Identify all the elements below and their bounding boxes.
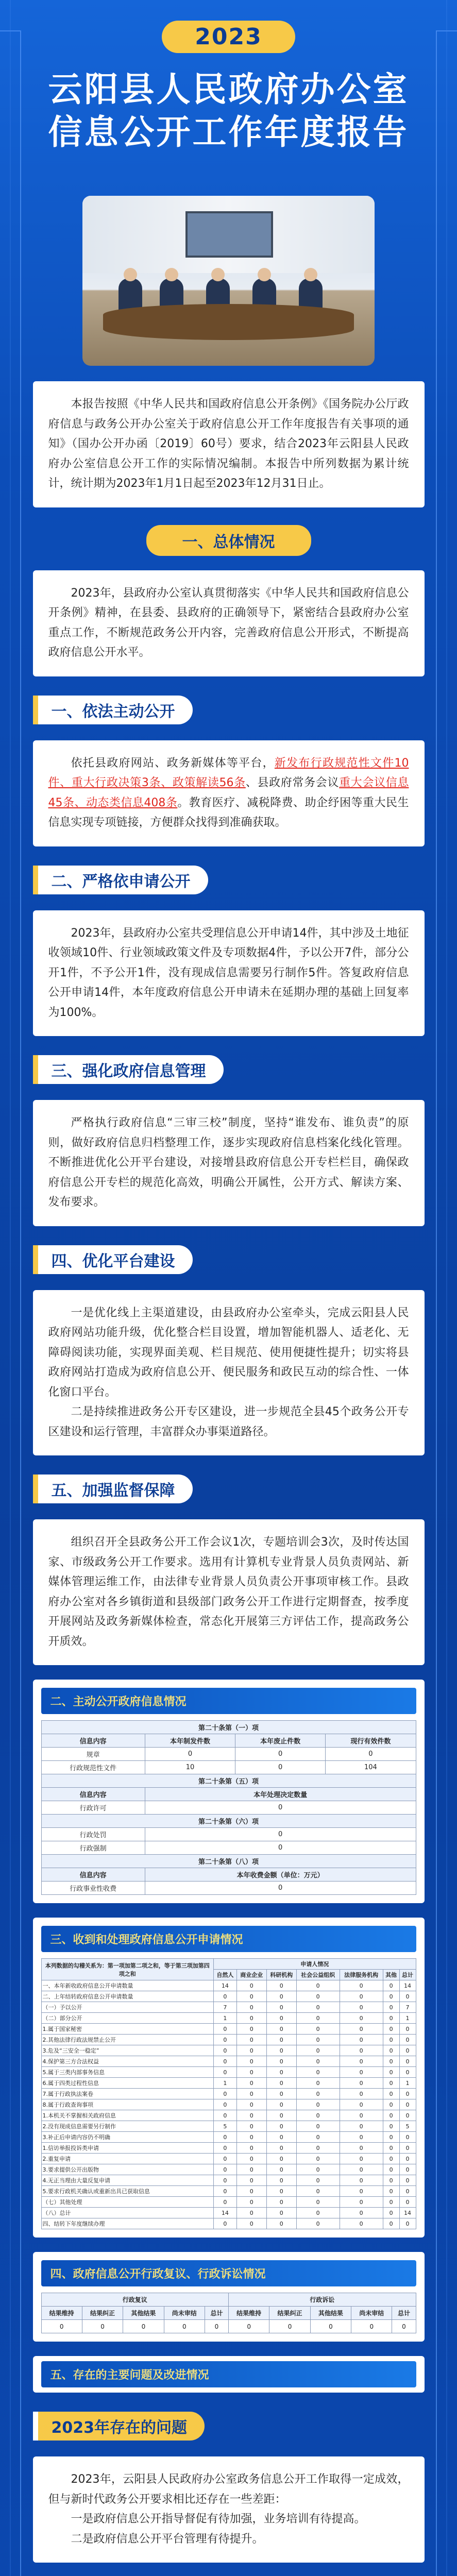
table-row: 2.重复申请 0 0 0 0 0 0 0 <box>41 2154 416 2164</box>
table-row: 1.本机关不掌握相关政府信息 0 0 0 0 0 0 0 <box>41 2110 416 2121</box>
table-row: 行政许可 0 <box>41 1801 416 1815</box>
problems-text-1: 2023年，云阳县人民政府办公室政务信息公开工作取得一定成效，但与新时代政务公开要求相比还存在一些差距： <box>48 2473 409 2506</box>
table-row: 6.属于四类过程性信息 1 0 0 0 0 0 1 <box>41 2078 416 2089</box>
table-row: 2.其他法律行政法规禁止公开 0 0 0 0 0 0 0 <box>41 2035 416 2045</box>
table-row: 二、上年结转政府信息公开申请数量 0 0 0 0 0 0 0 <box>41 1991 416 2002</box>
table-row: 3.补正后申请内容仍不明确 0 0 0 0 0 0 0 <box>41 2132 416 2143</box>
supervise-card <box>33 1519 425 1665</box>
table-row: 行政强制 0 <box>41 1841 416 1855</box>
year-badge: 2023 <box>162 21 295 53</box>
table-row: 一、本年新收政府信息公开申请数量 14 0 0 0 0 0 14 <box>41 1980 416 1991</box>
title-line-1: 云阳县人民政府办公室 <box>48 70 409 109</box>
platform-text-1: 一是优化线上主渠道建设，由县政府办公室牵头，完成云阳县人民政府网站功能升级，优化整合栏目设置，增加智能机器人、适老化、无障碍阅读功能，实现界面美观、栏目规范、使用便捷性提升；切实将县政府网站打造成为政府信息公开、便民服务和政民互动的综合性、一体化窗口平台。 <box>48 1306 409 1399</box>
application-table: 本列数据的勾稽关系为：第一项加第二项之和，等于第三项加第四项之和 申请人情况 自然人 商业企业 科研机构 社会公益组织 法律服务机构 其他 总计 一、本年新收政府信息公开申请数量 14 0 0 0 0 0 14 二、上年结转政府信息公开申请数量 0 0 0 0 0 0 0 （一）予以公开 7 0 0 0 0 0 7 （二）部分公开 1 0 0 0 0 0 1 1.属于国家秘密 0 0 0 0 0 0 0 2.其他法律行政法规禁止公开 0 0 0 0 0 0 0 3.危及“三安全一稳定” 0 0 0 0 0 0 0 4.保护第三方合法权益 0 0 0 0 0 0 0 5.属于三类内部事务信息 0 0 0 0 0 0 0 6.属于四类过程性信息 1 0 0 0 0 0 1 7.属于行政执法案卷 0 0 0 0 0 0 0 8.属于行政查询事项 0 0 0 0 0 0 0 1.本机关不掌握相关政府信息 0 0 0 0 0 0 0 2.没有现成信息需要另行制作 5 0 0 0 0 0 5 3.补正后申请内容仍不明确 0 0 0 0 0 0 0 1.信访举报投诉类申请 0 0 0 0 0 0 0 2.重复申请 0 0 0 0 0 0 0 3.要求提供公开出版物 0 0 0 0 0 0 0 4.无正当理由大量反复申请 0 0 0 0 0 0 0 5.要求行政机关确认或重新出具已获取信息 0 0 0 0 0 0 0 （七）其他处理 0 0 0 0 0 0 0 （八）总计 14 0 0 0 0 0 14 四、结转下年度继续办理 0 0 0 0 0 0 0 <box>41 1958 416 2229</box>
manage-card <box>33 1100 425 1226</box>
table-row: 8.属于行政查询事项 0 0 0 0 0 0 0 <box>41 2099 416 2110</box>
table-row: 行政规范性文件 10 0 104 <box>41 1761 416 1774</box>
overview-heading: 一、总体情况 <box>33 525 425 556</box>
table-row: 2.没有现成信息需要另行制作 5 0 0 0 0 0 5 <box>41 2121 416 2132</box>
supervise-heading: 五、加强监督保障 <box>33 1473 425 1505</box>
active-disclosure-table: 第二十条第（一）项 信息内容 本年制发件数 本年废止件数 现行有效件数 规章 0 0 0 行政规范性文件 10 0 104 第二十条第（五）项 信息内容 本年处理决定数量 行政许可 0 第二十条第（六）项 行政处罚 0 行政强制 0 第二十条第（八）项 信息内容 本年收费金额（单位：万元） 行政事业性收费 0 <box>41 1720 416 1895</box>
table-row: 行政处罚 0 <box>41 1828 416 1841</box>
manage-text: 严格执行政府信息“三审三校”制度，坚持“谁发布、谁负责”的原则，做好政府信息归档整理工作，逐步实现政府信息档案化线化管理。不断推进优化公开平台建设，对接增县政府信息公开专栏栏目，确保政府信息公开专栏的规范化高效，明确公开属性，公开方式、解读方案、发布要求。 <box>48 1116 409 1209</box>
review-litigation-panel <box>33 2252 425 2342</box>
table2-title: 三、收到和处理政府信息公开申请情况 <box>41 1926 416 1952</box>
intro-text: 本报告按照《中华人民共和国政府信息公开条例》《国务院办公厅政府信息与政务公开办公室关于政府信息公开工作年度报告有关事项的通知》（国办公开办函〔2019〕60号）要求，结合2023年云阳县人民政府办公室信息公开工作的实际情况编制。本报告中所列数据为累计统计，统计期为2023年1月1日起至2023年12月31日止。 <box>48 398 409 490</box>
table-row: 0 0 0 0 0 0 0 0 0 0 <box>41 2320 416 2333</box>
report-body <box>33 381 425 2576</box>
active-card <box>33 740 425 846</box>
problems-text-2: 一是政府信息公开指导督促有待加强，业务培训有待提高。 <box>71 2513 366 2526</box>
table3-title: 四、政府信息公开行政复议、行政诉讼情况 <box>41 2260 416 2286</box>
platform-text-2: 二是持续推进政务公开专区建设，进一步规范全县45个政务公开专区建设和运行管理，丰富群众办事渠道路径。 <box>48 1405 409 1438</box>
platform-card <box>33 1290 425 1456</box>
table-row: 4.无正当理由大量反复申请 0 0 0 0 0 0 0 <box>41 2175 416 2186</box>
problems-heading: 2023年存在的问题 <box>33 2410 425 2442</box>
table-row: 1.信访举报投诉类申请 0 0 0 0 0 0 0 <box>41 2143 416 2154</box>
table-row: 规章 0 0 0 <box>41 1748 416 1761</box>
problems-title: 五、存在的主要问题及改进情况 <box>41 2361 416 2387</box>
table-row: 5.要求行政机关确认或重新出具已获取信息 0 0 0 0 0 0 0 <box>41 2186 416 2197</box>
table-row: 四、结转下年度继续办理 0 0 0 0 0 0 0 <box>41 2218 416 2229</box>
table-row: 3.要求提供公开出版物 0 0 0 0 0 0 0 <box>41 2164 416 2175</box>
apply-heading: 二、严格依申请公开 <box>33 864 425 896</box>
meeting-photo <box>82 196 375 366</box>
apply-text: 2023年，县政府办公室共受理信息公开申请14件，其中涉及土地征收领域10件、行业领域政策文件及专项数据4件，予以公开7件，部分公开1件，不予公开1件，没有现成信息需要另行制作5件。答复政府信息公开申请14件，本年度政府信息公开申请未在延期办理的基础上回复率为100%。 <box>48 926 409 1019</box>
table-row: （一）予以公开 7 0 0 0 0 0 7 <box>41 2002 416 2013</box>
platform-heading: 四、优化平台建设 <box>33 1244 425 1276</box>
table-row: （八）总计 14 0 0 0 0 0 14 <box>41 2208 416 2218</box>
manage-heading: 三、强化政府信息管理 <box>33 1054 425 1086</box>
table-row: 5.属于三类内部事务信息 0 0 0 0 0 0 0 <box>41 2067 416 2078</box>
review-litigation-table: 行政复议 行政诉讼 结果维持 结果纠正 其他结果 尚未审结 总计 结果维持 结果纠正 其他结果 尚未审结 总计 0 0 0 0 0 0 0 0 0 0 <box>41 2293 416 2333</box>
report-header <box>0 0 457 381</box>
active-heading: 一、依法主动公开 <box>33 694 425 726</box>
problems-text-3: 二是政府信息公开平台管理有待提升。 <box>71 2532 264 2546</box>
application-panel <box>33 1918 425 2238</box>
table-row: 7.属于行政执法案卷 0 0 0 0 0 0 0 <box>41 2089 416 2099</box>
supervise-text: 组织召开全县政务公开工作会议1次，专题培训会3次，及时传达国家、市级政务公开工作要求。选用有计算机专业背景人员负责网站、新媒体管理运维工作，由法律专业背景人员负责公开事项审核工作。县政府办公室对各乡镇街道和县级部门政务公开工作进行定期督查，按季度开展网站及政务新媒体检查，常态化开展第三方评估工作，提高政务公开质效。 <box>48 1536 409 1648</box>
table-row: 行政事业性收费 0 <box>41 1882 416 1895</box>
problems-card <box>33 2456 425 2563</box>
problems-title-panel <box>33 2356 425 2393</box>
intro-card <box>33 381 425 507</box>
apply-card <box>33 910 425 1037</box>
overview-card <box>33 570 425 676</box>
table-row: （二）部分公开 1 0 0 0 0 0 1 <box>41 2013 416 2024</box>
table-row: 4.保护第三方合法权益 0 0 0 0 0 0 0 <box>41 2056 416 2067</box>
overview-text: 2023年，县政府办公室认真贯彻落实《中华人民共和国政府信息公开条例》精神，在县委、县政府的正确领导下，紧密结合县政府办公室重点工作，不断规范政务公开内容，完善政府信息公开形式，不断提高政府信息公开水平。 <box>48 586 409 659</box>
active-disclosure-panel <box>33 1680 425 1903</box>
table-row: 1.属于国家秘密 0 0 0 0 0 0 0 <box>41 2024 416 2035</box>
title-line-2: 信息公开工作年度报告 <box>48 112 409 152</box>
table-row: （七）其他处理 0 0 0 0 0 0 0 <box>41 2197 416 2208</box>
table-row: 3.危及“三安全一稳定” 0 0 0 0 0 0 0 <box>41 2045 416 2056</box>
active-text: 依托县政府网站、政务新媒体等平台，新发布行政规范性文件10件、重大行政决策3条、政策解读56条、县政府常务会议重大会议信息45条、动态类信息408条。教育医疗、减税降费、助企纾困等重大民生信息实现专项链接，方便群众找得到准确获取。 <box>48 756 409 829</box>
table1-title: 二、主动公开政府信息情况 <box>41 1688 416 1714</box>
